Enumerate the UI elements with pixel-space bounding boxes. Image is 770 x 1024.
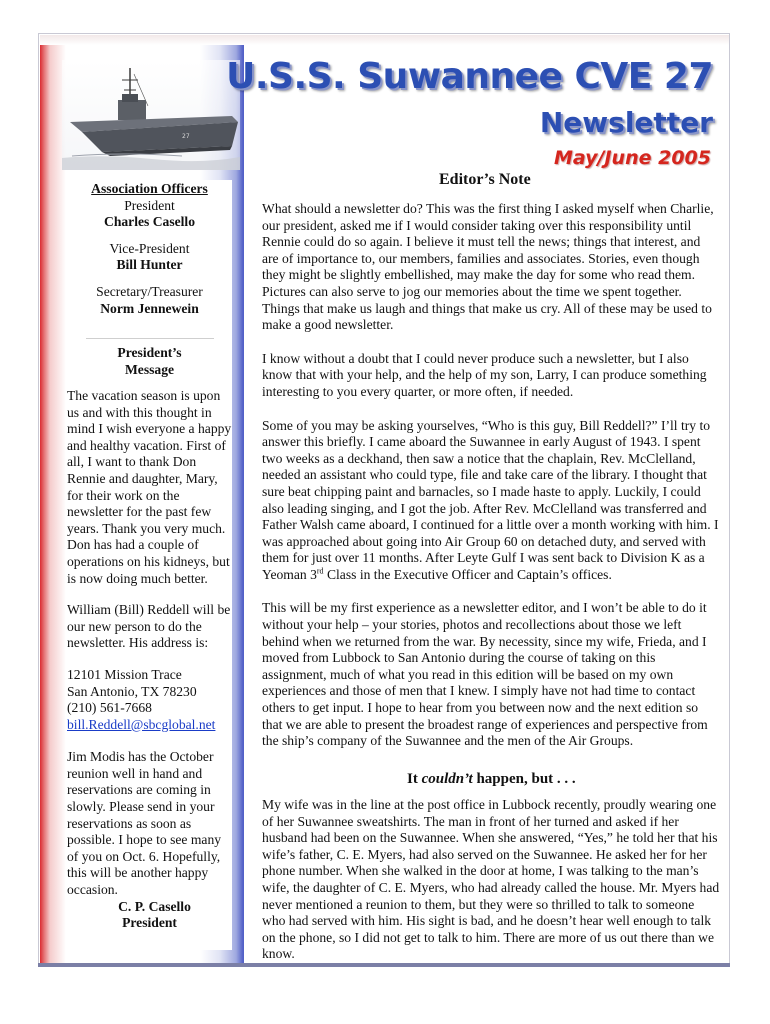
signature-name: C. P. Casello (118, 898, 191, 914)
superscript: rd (316, 566, 324, 576)
article-text: Some of you may be asking yourselves, “Who is this guy, Bill Reddell?” I’ll try to answer this briefly. I came aboard the Suwannee in early August of 1943. I spent two weeks as a deckhand, then saw a notice that the chaplain, Rev. McClelland, needed an assistant who could type, file and take care of the library. I thought that sure beat chipping paint and barnacles, so I made haste to apply. Luckily, I could also leading singing, and I got the job. After Rev. McClelland was transferred and Father Walsh came aboard, I continued for a little over a month working with him. I was approached about going into Air Group 60 on detached duty, and served with them for just over 11 months. After Leyte Gulf I was sent back to Division K as a Yeoman 3 (262, 417, 719, 582)
article-paragraph: I know without a doubt that I could never produce such a newsletter, but I also know that with your help, and the help of my son, Larry, I can produce something interesting to you every quarter, or more often, if needed. (262, 350, 707, 399)
address-line: San Antonio, TX 78230 (67, 683, 197, 699)
message-paragraph: The vacation season is upon us and with this thought in mind I wish everyone a happy and healthy vacation. First of all, I want to thank Don Rennie and daughter, Mary, for their work on the newsletter for the past few years. Thank you very much. Don has had a couple of operations on his kidneys, but is now doing much better. (67, 388, 232, 586)
story-heading-emphasis: couldn’t (421, 771, 473, 787)
signature-title: President (122, 915, 177, 931)
officers-heading: Association Officers (91, 181, 208, 196)
story-article (262, 797, 720, 963)
email-link[interactable]: bill.Reddell@sbcglobal.net (67, 716, 216, 732)
vp-name: Bill Hunter (116, 257, 183, 273)
article-paragraph: My wife was in the line at the post office in Lubbock recently, proudly wearing one of her Suwannee sweatshirts. The man in front of her turned and asked if her husband had been on the Suwannee. When she answered, “Yes,” he told her that his wife’s father, C. E. Myers, had also served on the Suwannee. He asked her for her phone number. When she walked in the door at home, I was talking to the man’s wife, the daughter of C. E. Myers, who had already called the house. Mr. Myers had never mentioned a reunion to them, but they were so thrilled to talk to someone who had served with him. His sight is bad, and he doesn’t hear well enough to talk on the phone, so I did not get to talk to him. There are more of us out there than we know. (262, 797, 720, 962)
editors-note-heading: Editor’s Note (439, 171, 531, 188)
president-name: Charles Casello (104, 214, 195, 230)
svg-text:27: 27 (182, 133, 190, 140)
address-line: 12101 Mission Trace (67, 666, 182, 682)
story-heading-part: happen, but . . . (472, 771, 576, 787)
page-frame-bottom-rule (38, 963, 730, 967)
newsletter-subtitle: Newsletter (539, 106, 713, 139)
story-heading-part: It (407, 771, 422, 787)
message-paragraph: William (Bill) Reddell will be our new person to do the newsletter. His address is: (67, 602, 231, 651)
message-heading-line1: President’s (117, 345, 182, 360)
message-paragraph: Jim Modis has the October reunion well in hand and reservations are coming in slowly. Please send in your reservations as soon as possible. I hope to see many of you on Oct. 6. Hopefully, this will be another happy occasion. (67, 749, 222, 898)
ship-photo (62, 60, 240, 170)
article-paragraph: This will be my first experience as a newsletter editor, and I won’t be able to do it without your help – your stories, photos and recollections about those we left behind when we returned from the war. By necessity, since my wife, Frieda, and I moved from Lubbock to San Antonio during the course of taking on this assignment, much of what you read in this edition will be based on my own experiences and those of men that I knew. I simply have not had time to contact others to get input. I hope to hear from you between now and the next edition so that we are able to present the broadest range of experiences and perspective from the ship’s company of the Suwannee and the men of the Air Groups. (262, 600, 708, 749)
officers-block (67, 181, 232, 317)
secretary-name: Norm Jennewein (100, 300, 199, 316)
article-paragraph: What should a newsletter do? This was the first thing I asked myself when Charlie, our president, asked me if I would consider taking over this responsibility until Rennie could do so again. I believe it must tell the news; things that interest, and are of importance to, our members, families and associates. Stories, even though they might be slightly embellished, may make the day for some who read them. Pictures can also serve to jog our memories about the time we spent together. Things that make us laugh and things that make us cry. All of these may be used to make a good newsletter. (262, 201, 714, 333)
secretary-role: Secretary/Treasurer (96, 283, 203, 299)
story-heading (407, 771, 576, 788)
newsletter-title: U.S.S. Suwannee CVE 27 (226, 56, 713, 97)
president-role: President (124, 197, 175, 213)
message-heading (67, 345, 232, 378)
sidebar-divider (86, 338, 214, 339)
article-text: Class in the Executive Officer and Captain’s offices. (323, 566, 612, 582)
article-paragraph (262, 418, 720, 584)
editors-note (262, 201, 720, 750)
message-heading-line2: Message (124, 361, 175, 377)
issue-date: May/June 2005 (554, 147, 711, 169)
vp-role: Vice-President (109, 240, 190, 256)
phone-number: (210) 561-7668 (67, 700, 152, 716)
presidents-message (67, 388, 232, 932)
